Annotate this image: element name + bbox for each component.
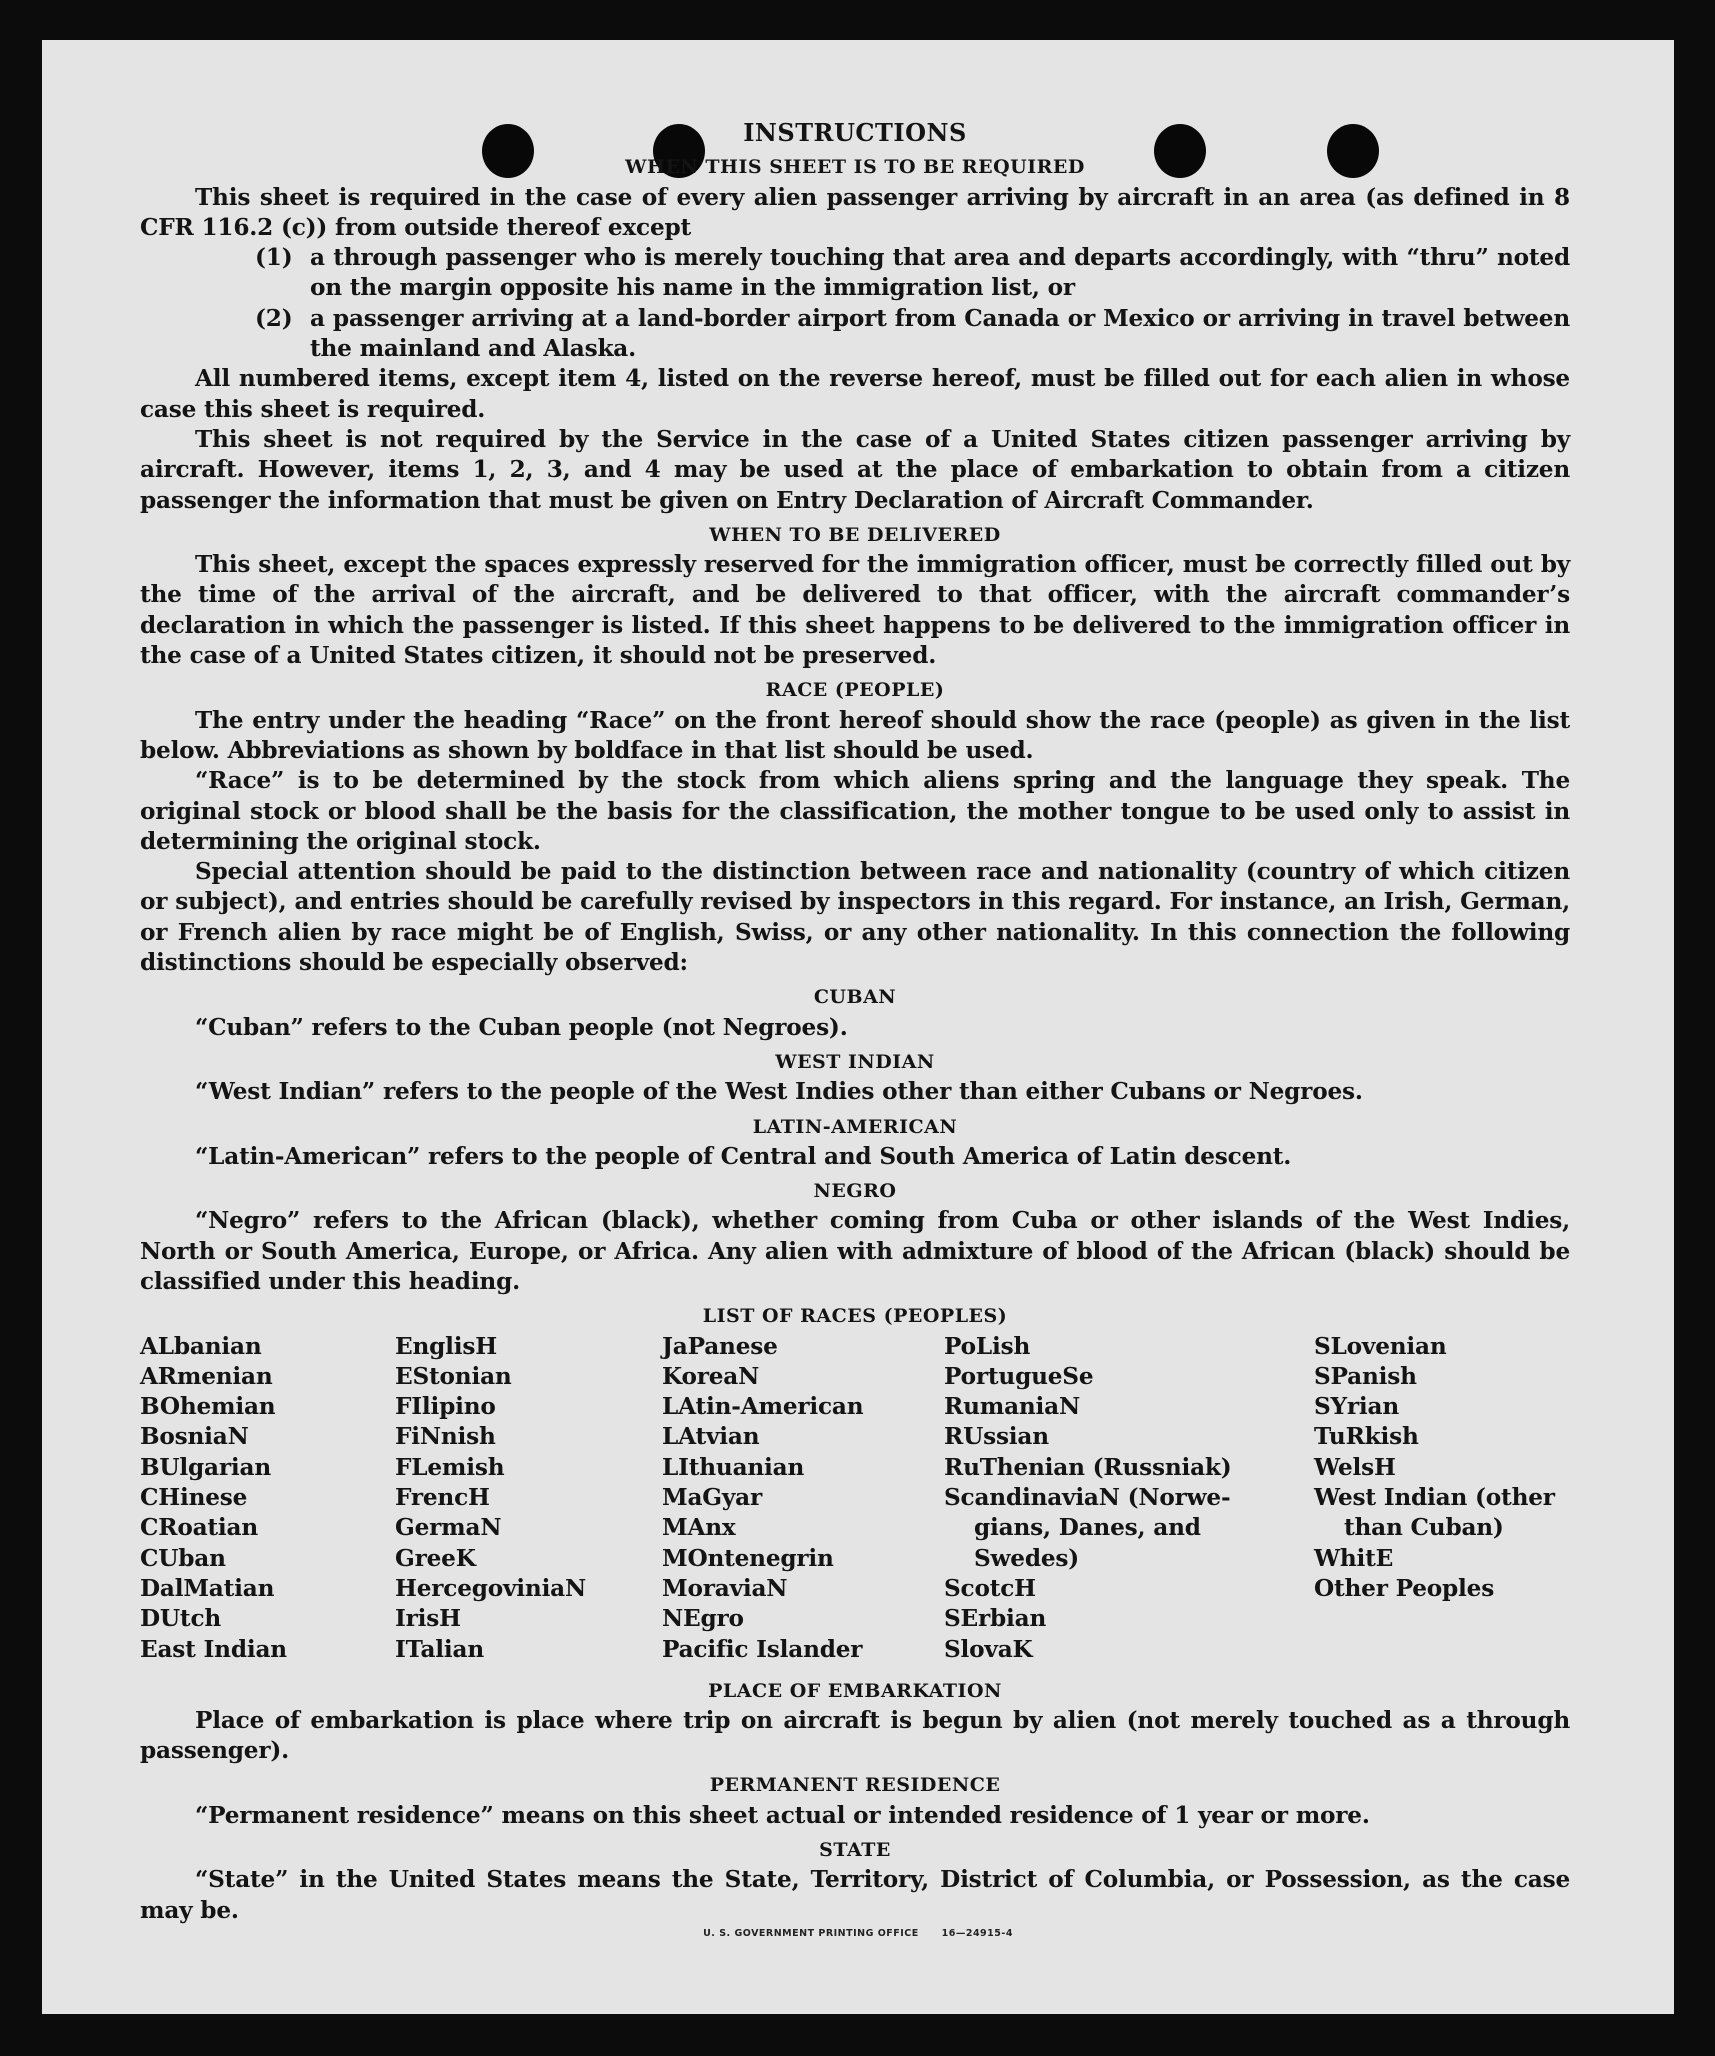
race-entry: ScotcH — [944, 1574, 1036, 1602]
race-entry: WelsH — [1314, 1453, 1396, 1481]
race-column — [944, 1332, 1232, 1665]
race-entry: BosniaN — [140, 1423, 249, 1451]
race-entry: ITalian — [395, 1635, 485, 1663]
section-heading: WEST INDIAN — [775, 1050, 935, 1073]
race-entry: ALbanian — [140, 1332, 262, 1360]
race-entry: SPanish — [1314, 1362, 1417, 1390]
section-heading: WHEN TO BE DELIVERED — [709, 523, 1001, 546]
paragraph: “Race” is to be determined by the stock from which aliens spring and the language they speak. The original stock or blood shall be the basis for the classification, the mother tongue to be used only to assist in determining the original stock. — [140, 767, 1570, 855]
race-entry: West Indian (other — [1314, 1484, 1555, 1512]
race-entry: EStonian — [395, 1362, 512, 1390]
section-heading: RACE (PEOPLE) — [765, 679, 945, 702]
race-entry: LAtin-American — [662, 1393, 864, 1421]
race-entry: East Indian — [140, 1635, 287, 1663]
race-entry: BUlgarian — [140, 1453, 271, 1481]
paragraph: The entry under the heading “Race” on the front hereof should show the race (people) as given in the list below. Abbreviations as shown by boldface in that list should be used. — [140, 706, 1570, 764]
race-entry: WhitE — [1314, 1544, 1394, 1572]
form-code: 16—24915-4 — [941, 1928, 1013, 1939]
race-entry: SYrian — [1314, 1393, 1400, 1421]
paragraph: This sheet, except the spaces expressly reserved for the immigration officer, must be correctly filled out by the time of the arrival of the aircraft, and be delivered to that officer, with the aircraft commander’s declaration in which the passenger is listed. If this sheet happens to be delivered to the immigration officer in the case of a United States citizen, it should not be preserved. — [140, 551, 1570, 670]
race-entry: MaGyar — [662, 1484, 763, 1512]
race-entry: gians, Danes, and — [974, 1514, 1201, 1542]
race-entry: NEgro — [662, 1605, 744, 1633]
paragraph: “Cuban” refers to the Cuban people (not Negroes). — [195, 1013, 848, 1041]
race-entry: MoraviaN — [662, 1574, 788, 1602]
race-entry: PoLish — [944, 1332, 1031, 1360]
document-page — [42, 40, 1674, 2014]
race-entry: CHinese — [140, 1484, 248, 1512]
item-text: a passenger arriving at a land-border airport from Canada or Mexico or arriving in travel between the mainland and Alaska. — [310, 304, 1570, 363]
race-entry: FIlipino — [395, 1393, 496, 1421]
race-entry: Pacific Islander — [662, 1635, 863, 1663]
paragraph: “State” in the United States means the State, Territory, District of Columbia, or Possession, as the case may be. — [140, 1866, 1570, 1924]
race-entry: Other Peoples — [1314, 1574, 1495, 1602]
list-item — [140, 243, 1570, 304]
race-entry: JaPanese — [662, 1332, 778, 1360]
race-entry: RumaniaN — [944, 1393, 1080, 1421]
section-heading: PERMANENT RESIDENCE — [709, 1774, 1001, 1797]
race-entry: SlovaK — [944, 1635, 1033, 1663]
race-entry: BOhemian — [140, 1393, 276, 1421]
race-entry: MAnx — [662, 1514, 736, 1542]
paragraph: Place of embarkation is place where trip on aircraft is begun by alien (not merely touched as a through passenger). — [140, 1706, 1570, 1765]
race-entry: PortugueSe — [944, 1362, 1094, 1390]
race-entry: MOntenegrin — [662, 1544, 834, 1572]
section-heading: NEGRO — [813, 1180, 897, 1203]
race-entry: FiNnish — [395, 1423, 496, 1451]
race-entry: FLemish — [395, 1453, 505, 1481]
race-entry: RUssian — [944, 1423, 1049, 1451]
race-entry: than Cuban) — [1344, 1514, 1504, 1542]
printer-name: U. S. GOVERNMENT PRINTING OFFICE — [703, 1928, 919, 1939]
race-entry: GreeK — [395, 1544, 476, 1572]
race-entry: GermaN — [395, 1514, 502, 1542]
race-entry: Swedes) — [974, 1544, 1080, 1572]
race-entry: ScandinaviaN (Norwe- — [944, 1484, 1231, 1512]
race-entry: SLovenian — [1314, 1332, 1447, 1360]
section-heading: PLACE OF EMBARKATION — [708, 1679, 1002, 1702]
item-number: (1) — [255, 244, 293, 272]
race-column — [1314, 1332, 1555, 1605]
race-entry: LAtvian — [662, 1423, 760, 1451]
race-entry: FrencH — [395, 1484, 490, 1512]
printer-imprint — [42, 1928, 1674, 1939]
race-column — [662, 1332, 863, 1665]
race-entry: CRoatian — [140, 1514, 259, 1542]
race-entry: IrisH — [395, 1605, 461, 1633]
race-column — [395, 1332, 586, 1665]
section-heading: LIST OF RACES (PEOPLES) — [702, 1305, 1008, 1328]
race-entry: ARmenian — [140, 1362, 273, 1390]
race-entry: TuRkish — [1314, 1423, 1419, 1451]
paragraph: All numbered items, except item 4, listed on the reverse hereof, must be filled out for each alien in whose case this sheet is required. — [140, 365, 1570, 423]
paragraph: “Negro” refers to the African (black), whether coming from Cuba or other islands of the West Indies, North or South America, Europe, or Africa. Any alien with admixture of blood of the African (black) should be classified under this heading. — [140, 1207, 1570, 1295]
race-entry: CUban — [140, 1544, 226, 1572]
race-column — [140, 1332, 287, 1665]
race-entry: KoreaN — [662, 1362, 760, 1390]
race-entry: RuThenian (Russniak) — [944, 1453, 1232, 1481]
race-entry: SErbian — [944, 1605, 1047, 1633]
section-heading: STATE — [819, 1839, 891, 1862]
paragraph: “West Indian” refers to the people of the West Indies other than either Cubans or Negroes. — [195, 1078, 1363, 1106]
race-entry: HercegoviniaN — [395, 1574, 586, 1602]
race-entry: DalMatian — [140, 1574, 275, 1602]
paragraph: This sheet is not required by the Service in the case of a United States citizen passenger arriving by aircraft. However, items 1, 2, 3, and 4 may be used at the place of embarkation to obtain from a citizen passenger the information that must be given on Entry Declaration of Aircraft Commander. — [140, 425, 1570, 514]
item-text: a through passenger who is merely touching that area and departs accordingly, with “thru” noted on the margin opposite his name in the immigration list, or — [310, 244, 1570, 302]
section-heading: LATIN-AMERICAN — [752, 1115, 958, 1138]
paragraph: This sheet is required in the case of every alien passenger arriving by aircraft in an area (as defined in 8 CFR 116.2 (c)) from outside thereof except — [140, 183, 1570, 241]
page-title: INSTRUCTIONS — [743, 118, 967, 147]
race-entry: LIthuanian — [662, 1453, 805, 1481]
section-heading: WHEN THIS SHEET IS TO BE REQUIRED — [625, 156, 1085, 179]
race-entry: EnglisH — [395, 1332, 497, 1360]
race-entry: DUtch — [140, 1605, 222, 1633]
race-list — [140, 1332, 1570, 1672]
paragraph: “Latin-American” refers to the people of Central and South America of Latin descent. — [195, 1142, 1292, 1170]
paragraph: Special attention should be paid to the distinction between race and nationality (country of which citizen or subject), and entries should be carefully revised by inspectors in this regard. For instance, an Irish, German, or French alien by race might be of English, Swiss, or any other nationality. In this connection the following distinctions should be especially observed: — [140, 858, 1570, 977]
item-number: (2) — [255, 304, 293, 332]
paragraph: “Permanent residence” means on this sheet actual or intended residence of 1 year or more. — [195, 1801, 1370, 1829]
section-heading: CUBAN — [813, 986, 897, 1009]
list-item — [140, 304, 1570, 365]
instructions-body — [140, 118, 1570, 1926]
